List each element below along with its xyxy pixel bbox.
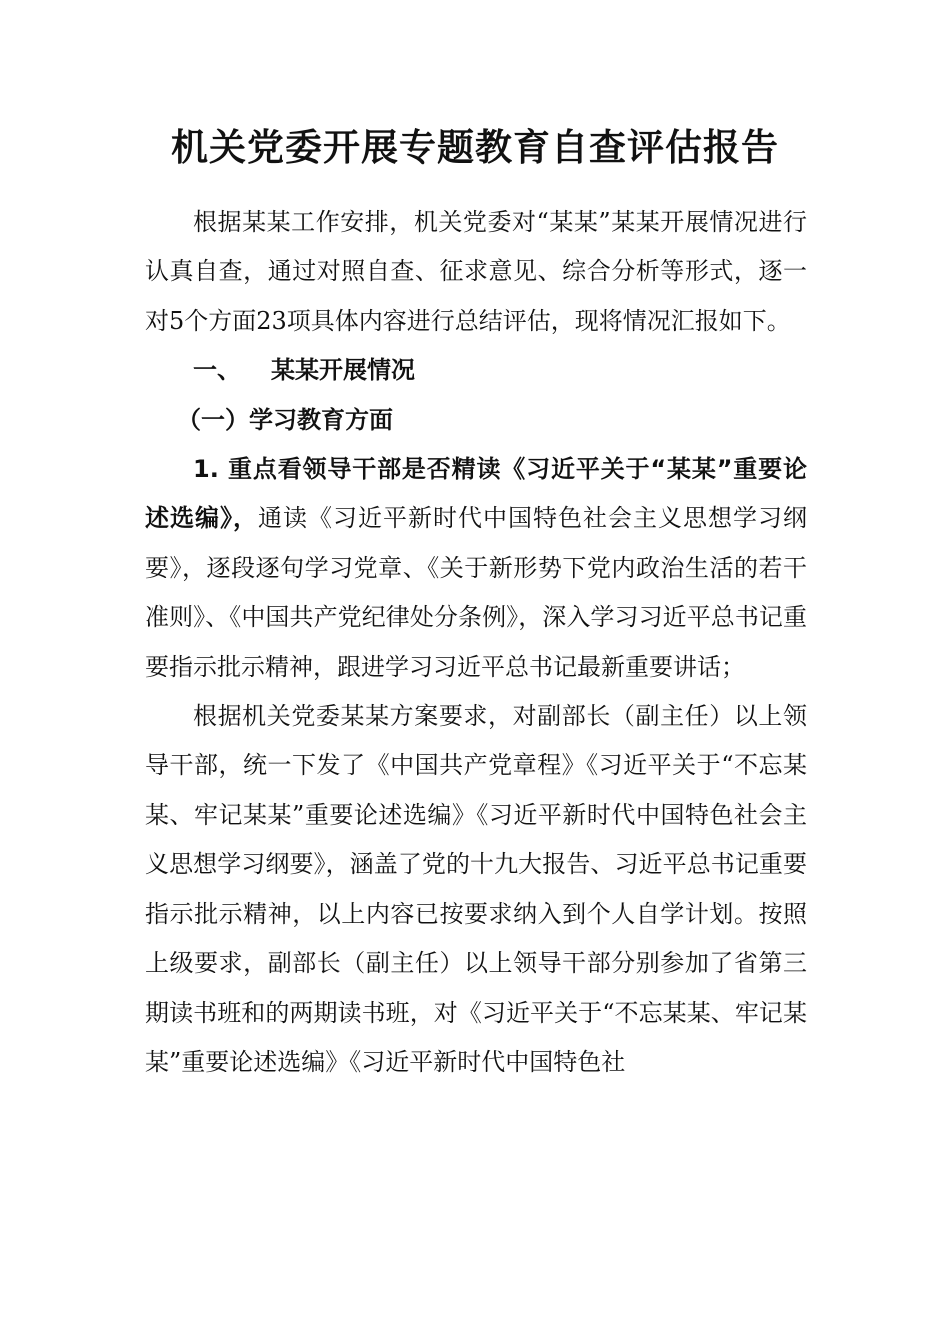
body-paragraph: 根据机关党委某某方案要求，对副部长（副主任）以上领导干部，统一下发了《中国共产党章程》《习近平关于“不忘某某、牢记某某”重要论述选编》《习近平新时代中国特色社会主义思想学习纲要》，涵盖了党的十九大报告、习近平总书记重要指示批示精神，以上内容已按要求纳入到个人自学计划。按照上级要求，副部长（副主任）以上领导干部分别参加了省第三期读书班和的两期读书班，对《习近平关于“不忘某某、牢记某某”重要论述选编》《习近平新时代中国特色社 [145, 702, 807, 1076]
item-lead: 1. 重点看领导干部是否精读《习近平关于“某某”重要论述选编》， [145, 455, 807, 533]
section-number: 一、 [193, 356, 241, 385]
intro-paragraph: 根据某某工作安排，机关党委对“某某”某某开展情况进行认真自查，通过对照自查、征求意见、综合分析等形式，逐一对5个方面23项具体内容进行总结评估，现将情况汇报如下。 [145, 208, 807, 335]
subsection-heading: （一）学习教育方面 [177, 405, 393, 434]
document-body [145, 198, 807, 1087]
section-title: 某某开展情况 [271, 356, 415, 385]
section-heading [145, 346, 807, 395]
document-title: 机关党委开展专题教育自查评估报告 [171, 126, 779, 169]
item-paragraph [145, 445, 807, 692]
item-text: 通读《习近平新时代中国特色社会主义思想学习纲要》，逐段逐句学习党章、《关于新形势下党内政治生活的若干准则》、《中国共产党纪律处分条例》，深入学习习近平总书记重要指示批示精神，跟进学习习近平总书记最新重要讲话； [145, 504, 807, 681]
